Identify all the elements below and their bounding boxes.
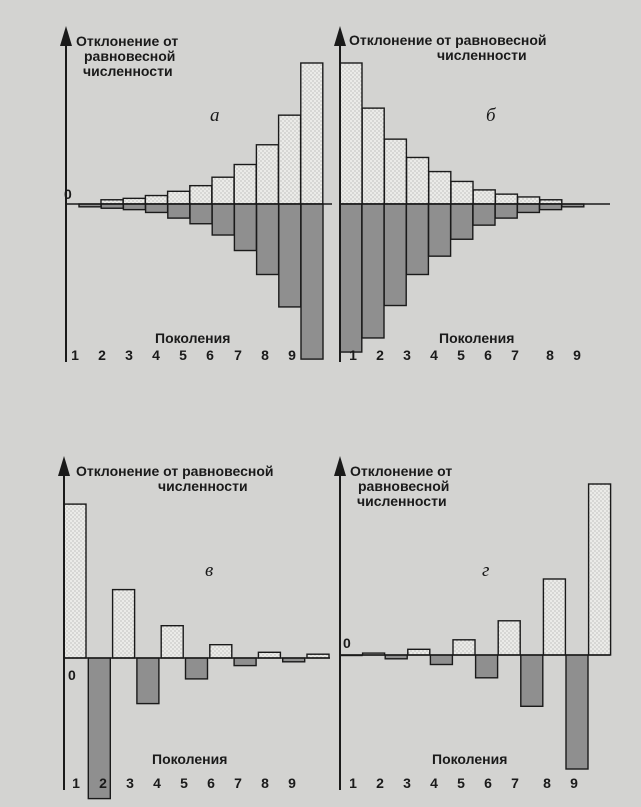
panel-c-tick-2: 2 xyxy=(99,775,107,791)
panel-b-tick-7: 7 xyxy=(511,347,519,363)
panel-d xyxy=(334,456,611,791)
panel-a-tick-5: 5 xyxy=(179,347,187,363)
panel-c-tick-7: 7 xyxy=(234,775,242,791)
bar-negative xyxy=(476,655,498,678)
bar-negative xyxy=(234,658,256,666)
panel-a-y-axis-arrow xyxy=(60,26,72,46)
panel-c-tick-3: 3 xyxy=(126,775,134,791)
panel-c-tick-6: 6 xyxy=(207,775,215,791)
panel-a-tick-1: 1 xyxy=(71,347,79,363)
bar-positive xyxy=(279,115,301,204)
panel-c-tick-5: 5 xyxy=(180,775,188,791)
panel-d-ylabel-line-1: Отклонение от xyxy=(350,463,453,479)
panel-c-tick-1: 1 xyxy=(72,775,80,791)
panel-c-ylabel xyxy=(76,463,277,494)
bar-negative xyxy=(362,204,384,338)
panel-b-bars xyxy=(340,63,584,352)
bar-negative xyxy=(212,204,234,235)
panel-d-tick-3: 3 xyxy=(403,775,411,791)
panel-c-ylabel-line-1: Отклонение от равновесной xyxy=(76,463,274,479)
panel-b-tick-6: 6 xyxy=(484,347,492,363)
panel-a-ylabel-line-1: Отклонение от xyxy=(76,33,179,49)
bar-negative xyxy=(168,204,190,218)
panel-b-tick-5: 5 xyxy=(457,347,465,363)
panel-d-ylabel xyxy=(350,463,456,509)
panel-d-tick-8: 8 xyxy=(543,775,551,791)
bar-negative xyxy=(234,204,256,251)
bar-negative xyxy=(430,655,452,665)
panel-b xyxy=(334,26,610,363)
bar-positive xyxy=(518,197,540,204)
panel-b-ylabel-line-2: численности xyxy=(437,47,527,63)
panel-a-tick-8: 8 xyxy=(261,347,269,363)
panel-d-ylabel-line-2: равновесной xyxy=(358,478,450,494)
bar-positive xyxy=(408,649,430,655)
bar-negative xyxy=(257,204,279,275)
panel-a-xlabel: Поколения xyxy=(155,330,231,346)
bar-positive xyxy=(161,626,183,658)
bar-positive xyxy=(407,157,429,204)
bar-negative xyxy=(473,204,495,225)
bar-positive xyxy=(258,652,280,658)
bar-positive xyxy=(256,145,278,204)
bar-positive xyxy=(473,190,495,204)
bar-positive xyxy=(145,196,167,204)
panel-d-y-axis-arrow xyxy=(334,456,346,476)
panel-c-y-axis-arrow xyxy=(58,456,70,476)
panel-c xyxy=(58,456,330,799)
bar-positive xyxy=(340,63,362,204)
panel-b-tick-3: 3 xyxy=(403,347,411,363)
panel-a-ylabel-line-2: равновесной xyxy=(84,48,176,64)
panel-a-zero-label: 0 xyxy=(64,186,72,202)
panel-c-tick-4: 4 xyxy=(153,775,161,791)
panel-b-ticks xyxy=(349,347,581,363)
panel-d-xlabel: Поколения xyxy=(432,751,508,767)
bar-negative xyxy=(429,204,451,256)
bar-positive xyxy=(113,590,135,658)
panel-d-bars xyxy=(340,484,611,769)
bar-negative xyxy=(495,204,517,218)
panel-c-label: в xyxy=(205,560,214,581)
panel-b-tick-2: 2 xyxy=(376,347,384,363)
panel-a xyxy=(60,26,332,363)
panel-d-tick-9: 9 xyxy=(570,775,578,791)
bar-positive xyxy=(429,172,451,204)
bar-negative xyxy=(521,655,543,706)
panel-d-tick-4: 4 xyxy=(430,775,438,791)
panel-a-tick-2: 2 xyxy=(98,347,106,363)
bar-negative xyxy=(137,658,159,704)
panel-b-ylabel xyxy=(349,32,550,63)
panel-b-tick-1: 1 xyxy=(349,347,357,363)
bar-positive xyxy=(123,198,145,204)
panel-d-tick-2: 2 xyxy=(376,775,384,791)
bar-negative xyxy=(340,204,362,352)
panel-d-tick-7: 7 xyxy=(511,775,519,791)
bar-positive xyxy=(301,63,323,204)
panel-d-ylabel-line-3: численности xyxy=(357,493,447,509)
panel-c-ylabel-line-2: численности xyxy=(158,478,248,494)
bar-negative xyxy=(566,655,588,769)
bar-positive xyxy=(384,139,406,204)
panel-c-zero-label: 0 xyxy=(68,667,76,683)
panel-b-label: б xyxy=(486,105,496,126)
panel-b-tick-9: 9 xyxy=(573,347,581,363)
bar-negative xyxy=(186,658,208,679)
bar-negative xyxy=(384,204,406,306)
bar-negative xyxy=(517,204,539,212)
bar-negative xyxy=(279,204,301,307)
bar-negative xyxy=(190,204,212,224)
panel-a-tick-9: 9 xyxy=(288,347,296,363)
bar-positive xyxy=(498,621,520,655)
bar-positive xyxy=(362,108,384,204)
panel-a-ylabel-line-3: численности xyxy=(83,63,173,79)
panel-a-ylabel xyxy=(76,33,182,79)
panel-c-ticks xyxy=(72,775,296,791)
bar-positive xyxy=(64,504,86,658)
bar-positive xyxy=(451,181,473,204)
panel-b-tick-8: 8 xyxy=(546,347,554,363)
panel-a-bars xyxy=(79,63,323,359)
bar-positive xyxy=(168,191,190,204)
panel-a-ticks xyxy=(71,347,296,363)
bar-positive xyxy=(453,640,475,655)
bar-positive xyxy=(212,177,234,204)
panel-d-label: г xyxy=(482,560,490,581)
bar-negative xyxy=(540,204,562,210)
panel-d-zero-label: 0 xyxy=(343,635,351,651)
panel-d-tick-5: 5 xyxy=(457,775,465,791)
bar-positive xyxy=(190,186,212,204)
panel-d-tick-1: 1 xyxy=(349,775,357,791)
panel-d-ticks xyxy=(349,775,578,791)
bar-positive xyxy=(234,165,256,204)
panel-c-tick-8: 8 xyxy=(261,775,269,791)
bar-negative xyxy=(123,204,145,210)
bar-negative xyxy=(406,204,428,275)
bar-negative xyxy=(301,204,323,359)
bar-positive xyxy=(495,194,517,204)
panel-a-tick-4: 4 xyxy=(152,347,160,363)
bar-negative xyxy=(146,204,168,212)
bar-positive xyxy=(589,484,611,655)
panel-b-tick-4: 4 xyxy=(430,347,438,363)
panel-c-tick-9: 9 xyxy=(288,775,296,791)
panel-a-tick-7: 7 xyxy=(234,347,242,363)
panel-c-xlabel: Поколения xyxy=(152,751,228,767)
panel-a-label: а xyxy=(210,105,220,126)
bar-positive xyxy=(543,579,565,655)
panel-b-xlabel: Поколения xyxy=(439,330,515,346)
panel-d-tick-6: 6 xyxy=(484,775,492,791)
bar-negative xyxy=(451,204,473,239)
panel-a-tick-3: 3 xyxy=(125,347,133,363)
bar-positive xyxy=(210,645,232,658)
panel-a-tick-6: 6 xyxy=(206,347,214,363)
panel-b-y-axis-arrow xyxy=(334,26,346,46)
panel-b-ylabel-line-1: Отклонение от равновесной xyxy=(349,32,547,48)
